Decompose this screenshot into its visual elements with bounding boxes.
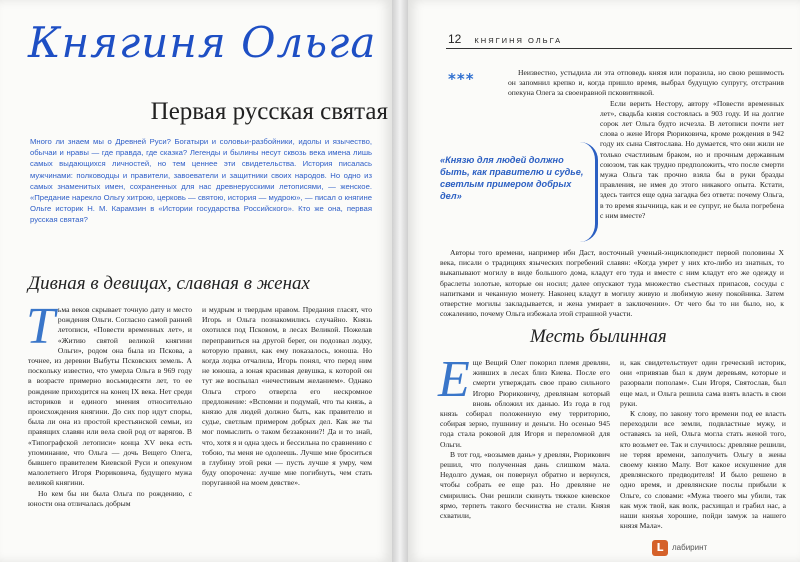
watermark: лабиринт [672,543,708,552]
paragraph: Но кем бы ни была Ольга по рождению, с юности она отличалась добрым [28,488,192,508]
left-page [0,0,392,562]
paragraph: Если верить Нестору, автору «Повести временных лет», свадьба князя состоялась в 903 году. И на долгие сорок лет Ольга будто исчезла. В летописи почти нет слова о жене Игоря Рюриковича, кроме рождения в 942 году их сына Святослава. Но думается, что они жили не только счастливым браком, но и прочным державным союзом, так как трудно предположить, что после смерти мужа Ольга так прочно взяла бы в руки бразды правления, не имея до этого никакого опыта. Кстати, здесь таится еще одна загадка без ответа: почему Ольга, в то время язычница, как и ее супруг, не была погребена с ним вместе? [600,98,784,220]
paragraph: В тот год, «возымев дань» у древлян, Рюрикович решил, что полученная дань слишком мала. Недолго думая, он повернул обратно и вернулся, чтобы собрать ее еще раз. Но древляне не смирились. Они решили скинуть тяжкое киевское ярмо, терпеть такого бесчинства не стали. Князя схватили, [440,449,610,521]
right-middle-text [440,248,784,319]
right-column-2 [620,358,786,531]
paragraph: К слову, по закону того времени под ее власть переходили все земли, подвластные мужу, и оставаясь за ней, Ольга могла стать женой того, кто возьмет ее. Так и случилось: древляне решили, не теряя времени, заполучить Ольгу в жены своему князю Малу. Вот какое искушение для древлянского предводителя! И было решено в одно время, и древлянские послы прибыли к Ольге, со словами: «Мужа твоего мы убили, так как муж твой, как волк, расхищал и грабил нас, а наши князья хорошие, пойди замуж за нашего князя Мала». [620,409,786,531]
book-gutter [392,0,408,562]
page-number: 12 [448,32,462,46]
paragraph: и мудрым и твердым нравом. Предания гласят, что Игорь и Ольга познакомились случайно. Князь охотился под Псковом, в лесах Великой. Пожелав переправиться на другой берег, он подозвал лодку, которую правил, как ему показалось, юноша. Но когда лодка отчалила, Игорь понял, что перед ним не юноша, а юная красивая девушка, к которой он тут же воспылал «нечестивым желанием». Однако Ольга строго отвергла его нескромное предложение: «Вспомни и подумай, что ты князь, а князю для людей должно быть, как правителю и судье, светлым примером добрых дел. Как же ты мог помыслить о таком беззаконии?! Да и то знай, что, хотя я и одна здесь и бессильна по сравнению с тобою, ты меня не одолеешь. Лучше мне броситься в глубину этой реки — пусть лучше я умру, чем буду опорочена: лучше мне погибнуть, чем стать поруганной на моем девстве». [202,305,372,488]
left-column-1 [26,298,192,509]
paragraph: Тьма веков скрывает точную дату и место рождения Ольги. Согласно самой ранней летописи, «Повести временных лет», и «Житию святой великой княгини Ольги», родом она была из Пскова, а точнее, из деревни Выбуты Псковских земель. А поскольку известно, что умерла Ольга в 969 году в возрасте примерно восьмидесяти лет, то ее рождение приходится на конец IX века. Нет среди историков и единого мнения относительно происхождения княгини. До сих пор идут споры, была ли она из простой крестьянской семьи, из правящих славян или вела свой род от варягов. В «Типографской летописи» конца XV века есть упоминание, что Ольга — дочь Вещего Олега, бывшего правителем Киевской Руси и опекуном малолетнего Игоря Рюриковича, будущего мужа великой княгини. [26,298,192,488]
header-rule [446,48,792,49]
book-subtitle: Первая русская святая [150,98,388,125]
paragraph: и, как свидетельствует один греческий историк, они «привязав был к двум деревьям, которые и разорвали пополам». Сын Игоря, Святослав, был еще мал, и Ольга решила сама взять власть в свои руки. [620,358,786,408]
paragraph: Авторы того времени, например ибн Даст, восточный ученый-энциклопедист первой половины X века, писали о традициях языческих погребений славян: «Когда умрет у них кто-либо из знатных, то выкапывают могилу в виде большого дома, кладут его туда и вместе с ним кладут его же одежду и браслеты золотые, которые он носил; далее опускают туда множество съестных припасов, сосуды с напитками и чеканную монету. Наконец кладут в могилу живую и любимую жену покойника. Затем отверстие могилы закладывается, и жена умирает в заключении». От чего бы то ни было, но, к сожалению, почему Ольга избежала этой страшной участи. [440,248,784,319]
paragraph: Неизвестно, устыдила ли эта отповедь князя или поразила, но свою решимость он запомнил крепко и, когда пришло время, выбрал будущую супругу, отстранив опекуна Олега за своенравной псковитянкой. [508,68,784,98]
section-heading-right: Месть былинная [530,326,667,347]
left-column-2 [202,305,372,489]
drop-cap: Е [438,351,470,408]
section-heading-left: Дивная в девицах, славная в женах [28,273,310,294]
labirint-logo-icon: L [652,540,668,556]
right-column-1 [438,351,610,521]
running-head-title: КНЯГИНЯ ОЛЬГА [474,36,563,45]
intro-paragraph: Много ли знаем мы о Древней Руси? Богатыри и соловьи-разбойники, идолы и язычество, обычаи и нравы — где правда, где сказка? Легенды и былины несут сквозь века имена лишь самых выдающихся личностей, но тем ценнее эти свидетельства. История писалась мужчинами: полководцы и правители, завоеватели и защитники своих народов. Но одно из самых знаменитых имен, сохраненных для нас древнерусскими летописями, — женское. «Предание нарекло Ольгу хитрою, церковь — святою, история — мудрою», — писал о княгине Ольге историк Н. М. Карамзин в «Истории государства Российского». Кто же она, первая русская святая? [30,137,372,225]
pull-quote: «Князю для людей должно быть, как правителю и судье, светлым примером добрых дел» [440,155,584,201]
paragraph: Еще Вещий Олег покорил племя древлян, живших в лесах близ Киева. После его смерти утверждать свое право сильного Игорю Рюриковичу, древлянам который вновь обложил их данью. Из года в год князь собирал положенную ему территорию, собирая зерно, пушнину и деньги. Но осенью 945 года стала роковой для Игоря и переломной для Ольги. [438,351,610,449]
quote-bracket [580,142,598,242]
asterism-icon: *** [448,70,475,88]
drop-cap: Т [26,298,55,355]
book-title: Княгиня Ольга [28,18,377,67]
running-head [448,32,562,46]
